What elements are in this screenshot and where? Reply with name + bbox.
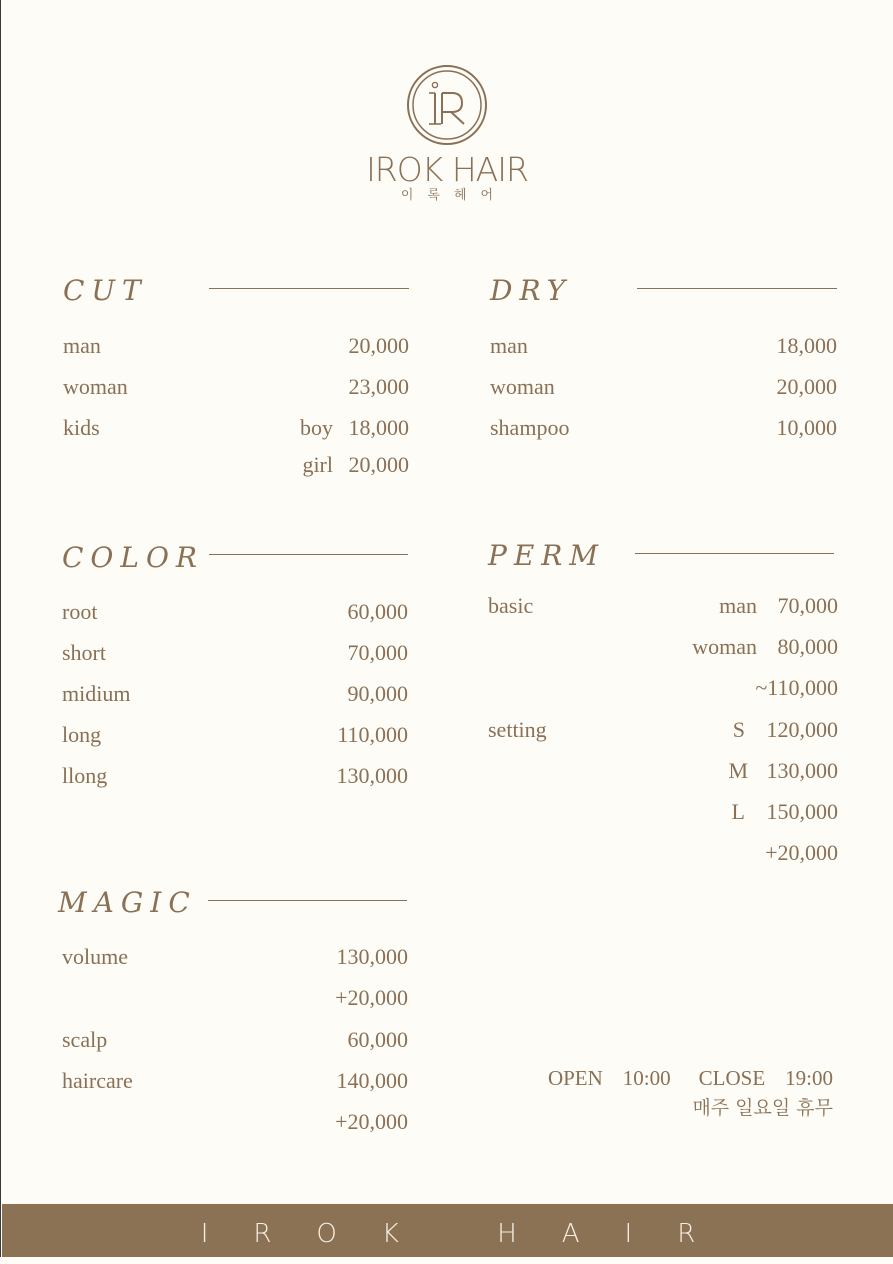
list-item — [488, 798, 838, 826]
item-price: 80,000 — [777, 634, 838, 659]
item-price: +20,000 — [765, 840, 838, 865]
list-item — [488, 839, 838, 867]
item-variant: boy — [300, 415, 333, 440]
list-item — [62, 762, 408, 790]
section-cut — [63, 273, 409, 483]
item-label: man — [490, 333, 528, 358]
list-item — [62, 984, 408, 1012]
item-price: 18,000 — [776, 333, 837, 358]
item-label: llong — [62, 763, 108, 788]
close-time: 19:00 — [785, 1066, 833, 1090]
list-item — [62, 721, 408, 749]
divider — [209, 288, 409, 289]
business-hours — [532, 1066, 833, 1120]
item-label: man — [63, 333, 101, 358]
list-item — [62, 639, 408, 667]
item-price: 60,000 — [347, 1027, 408, 1052]
list-item — [488, 592, 838, 620]
item-label: basic — [488, 593, 534, 618]
item-price: 20,000 — [348, 452, 409, 477]
section-magic — [58, 885, 408, 1145]
item-price: 130,000 — [766, 758, 838, 783]
item-variant: M — [728, 758, 748, 783]
footer-brand: IROK HAIR — [200, 1219, 741, 1249]
item-label: haircare — [62, 1068, 133, 1093]
item-price: 60,000 — [347, 599, 408, 624]
item-price: 90,000 — [347, 681, 408, 706]
item-price: 130,000 — [336, 763, 408, 788]
item-label: short — [62, 640, 106, 665]
item-price: 110,000 — [337, 722, 408, 747]
section-dry — [490, 273, 837, 453]
item-price: 20,000 — [348, 333, 409, 358]
item-label: volume — [62, 944, 128, 969]
section-title: COLOR — [62, 541, 205, 574]
open-time: 10:00 — [622, 1066, 671, 1090]
brand-name-korean: 이록헤어 — [400, 188, 508, 203]
item-price: +20,000 — [335, 1109, 408, 1134]
section-title: DRY — [490, 274, 573, 307]
divider — [208, 900, 407, 901]
item-label: midium — [62, 681, 131, 706]
open-label: OPEN — [547, 1066, 603, 1090]
item-price: ~110,000 — [755, 675, 838, 700]
list-item — [62, 943, 408, 971]
footer-bar — [2, 1204, 893, 1257]
brand-name: IROK HAIR — [366, 150, 528, 189]
item-price: 140,000 — [336, 1068, 408, 1093]
item-label: woman — [63, 374, 128, 399]
list-item — [63, 332, 409, 360]
item-variant: girl — [302, 452, 333, 477]
list-item — [488, 674, 838, 702]
item-price: 70,000 — [777, 593, 838, 618]
item-label: setting — [488, 717, 547, 742]
item-label: kids — [63, 415, 100, 440]
list-item — [490, 332, 837, 360]
item-price: 150,000 — [766, 799, 838, 824]
item-price: 23,000 — [348, 374, 409, 399]
list-item — [488, 716, 838, 744]
list-item — [488, 757, 838, 785]
list-item — [63, 373, 409, 401]
list-item — [62, 1067, 408, 1095]
list-item — [490, 414, 837, 442]
item-label: shampoo — [490, 415, 570, 440]
section-title: MAGIC — [58, 886, 197, 919]
list-item — [62, 1026, 408, 1054]
section-title: CUT — [63, 274, 148, 307]
item-price: +20,000 — [335, 985, 408, 1010]
list-item — [63, 451, 409, 479]
list-item — [490, 373, 837, 401]
closed-day-note: 매주 일요일 휴무 — [692, 1097, 833, 1119]
section-color — [62, 540, 408, 800]
item-label: scalp — [62, 1027, 108, 1052]
item-label: long — [62, 722, 102, 747]
item-price: 20,000 — [776, 374, 837, 399]
item-price: 10,000 — [776, 415, 837, 440]
list-item — [63, 414, 409, 442]
item-variant: L — [731, 799, 745, 824]
divider — [209, 554, 408, 555]
divider — [635, 553, 834, 554]
item-price: 70,000 — [347, 640, 408, 665]
list-item — [62, 598, 408, 626]
item-variant: man — [719, 593, 757, 618]
section-title: PERM — [488, 539, 606, 572]
item-price: 18,000 — [348, 415, 409, 440]
divider — [637, 288, 837, 289]
brand-logo — [347, 64, 547, 203]
close-label: CLOSE — [698, 1066, 766, 1090]
item-variant: woman — [692, 634, 757, 659]
hours-line — [532, 1066, 833, 1091]
list-item — [488, 633, 838, 661]
section-perm — [488, 538, 838, 878]
item-label: root — [62, 599, 98, 624]
list-item — [62, 680, 408, 708]
item-price: 120,000 — [766, 717, 838, 742]
monogram-logo-icon — [406, 64, 488, 146]
list-item — [62, 1108, 408, 1136]
item-variant: S — [732, 717, 745, 742]
item-price: 130,000 — [336, 944, 408, 969]
item-label: woman — [490, 374, 555, 399]
